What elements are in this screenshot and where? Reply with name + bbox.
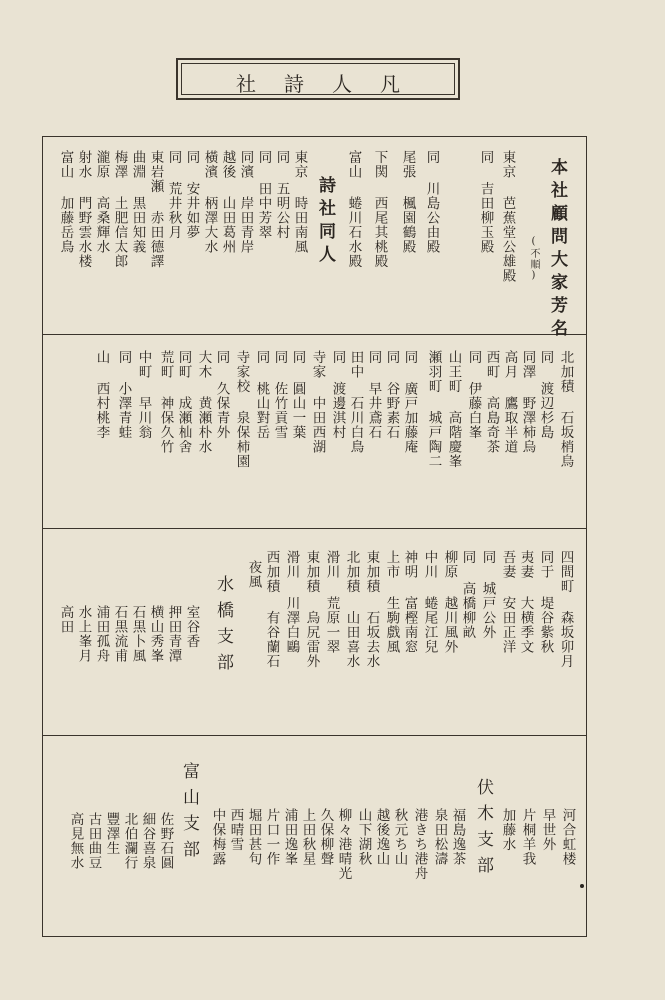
tokyo-entry: 曲淵 黒田知義 [129, 150, 146, 254]
tokyo-entry: 同 田中芳翠 [255, 150, 272, 240]
group3-entry: 中川 蜷尾江兒 [421, 550, 438, 654]
separator-rule [42, 334, 587, 335]
mizuhashi-entry: 押田青潭 [165, 605, 182, 663]
group2-entry: 高月 鷹取半道 [501, 350, 518, 454]
group3-entry: 滑川 荒原一翠 [323, 550, 340, 654]
bullet-dot [580, 884, 584, 888]
group2-entry: 同町 成瀬杣舍 [175, 350, 192, 454]
tokyo-entry: 富山 加藤岳鳥 [57, 150, 74, 254]
fushiki-list-entry: 浦田逸峯 [281, 808, 298, 866]
toyama-entry: 古田曲豆 [85, 812, 102, 870]
tokyo-entry: 越後 山田葛州 [219, 150, 236, 254]
mizuhashi-entry: 横山秀峯 [147, 605, 164, 663]
group3-entry: 同 城戸公外 [479, 550, 496, 640]
mizuhashi-entry: 石黒流甫 [111, 605, 128, 663]
advisors-note: (不順) [528, 236, 539, 282]
page-title: 凡人詩社 [236, 72, 428, 96]
fushiki-list-entry: 片口一作 [263, 808, 280, 866]
mizuhashi-entry: 室谷香 [183, 605, 200, 649]
tokyo-entry: 同濱 岸田青岸 [237, 150, 254, 254]
group2-entry: 北加積 石坂梢烏 [557, 350, 574, 469]
tokyo-entry: 橫濱 柄澤大水 [201, 150, 218, 254]
fushiki-list-entry: 山下湖秋 [355, 808, 372, 866]
separator-rule [42, 735, 587, 736]
fushiki-list-entry: 泉田松濤 [431, 808, 448, 866]
tokyo-entry: 瀧原 高桑輝水 [93, 150, 110, 254]
group2-entry: 同 早井鳶石 [365, 350, 382, 440]
advisor-entry: 富山 蜷川石水殿 [345, 150, 362, 269]
title-box [176, 58, 460, 100]
group2-entry: 同 桃山對岳 [253, 350, 270, 440]
group2-entry: 大木 黄瀬朴水 [195, 350, 212, 454]
fushiki-entry: 早世外 [539, 808, 556, 852]
mizuhashi-entry: 浦田孤舟 [93, 605, 110, 663]
fushiki-list-entry: 堀田甚句 [245, 808, 262, 866]
tokyo-entry: 同 五明公村 [273, 150, 290, 240]
separator-rule [42, 528, 587, 529]
fushiki-list-entry: 久保柳聲 [317, 808, 334, 866]
tokyo-entry: 東岩瀬 赤田德譯 [147, 150, 164, 269]
group2-entry: 同 伊藤白峯 [465, 350, 482, 440]
mizuhashi-heading: 水橋支部 [213, 575, 233, 679]
group2-entry: 山 西村桃李 [93, 350, 110, 440]
fushiki-entry: 加藤水 [499, 808, 516, 852]
group3-entry: 吾妻 安田正洋 [499, 550, 516, 654]
group2-entry: 荒町 神保久竹 [157, 350, 174, 454]
group2-entry: 中町 早川翁 [135, 350, 152, 440]
group2-entry: 同 小澤青蛙 [115, 350, 132, 440]
group2-entry: 同 渡邊淇村 [329, 350, 346, 440]
toyama-entry: 細谷喜泉 [139, 812, 156, 870]
group2-entry: 同 佐竹貢雪 [271, 350, 288, 440]
group2-entry: 瀬羽町 城戸陶二 [425, 350, 442, 469]
toyama-entry: 北伯瀾行 [121, 812, 138, 870]
group3-entry: 神明 富樫南窓 [401, 550, 418, 654]
group2-entry: 田中 石川白鳥 [347, 350, 364, 454]
group3-entry: 滑川 川澤白鷗 [283, 550, 300, 654]
toyama-heading: 富山支部 [179, 762, 199, 866]
group2-entry: 西町 高島奇茶 [483, 350, 500, 454]
group3-entry: 東加積 烏尻雷外 [303, 550, 320, 669]
mizuhashi-entry: 高田 [57, 605, 74, 634]
fushiki-list-entry: 中保梅露 [209, 808, 226, 866]
group2-entry: 同 谷野素石 [383, 350, 400, 440]
group2-entry: 同 廣戸加藤庵 [401, 350, 418, 454]
fushiki-list-entry: 秋元ち山 [391, 808, 408, 866]
toyama-entry: 高見無水 [67, 812, 84, 870]
group2-entry: 同 圓山一葉 [289, 350, 306, 440]
tokyo-entry: 射水 門野雲水楼 [75, 150, 92, 269]
group3-entry: 上市 生駒戲風 [383, 550, 400, 654]
group2-entry: 同 渡辺杉島 [537, 350, 554, 440]
group3-entry: 四間町 森坂卯月 [557, 550, 574, 669]
tokyo-entry: 東京 時田南風 [291, 150, 308, 254]
fushiki-entry: 片桐羊我 [519, 808, 536, 866]
toyama-entry: 豐澤生 [103, 812, 120, 856]
advisor-entry: 東京 芭蕉堂公雄殿 [499, 150, 516, 283]
group3-entry: 東加積 石坂去水 [363, 550, 380, 669]
fushiki-list-entry: 柳々港晴光 [335, 808, 352, 881]
group3-entry: 同于 堤谷紫秋 [537, 550, 554, 654]
advisor-entry: 同 川島公由殿 [423, 150, 440, 254]
advisor-entry: 同 吉田柳玉殿 [477, 150, 494, 254]
group3-entry: 同 高橋柳畝 [459, 550, 476, 640]
fushiki-list-entry: 越後逸山 [373, 808, 390, 866]
fushiki-entry: 河合虹楼 [559, 808, 576, 866]
toyama-entry: 佐野石圓 [157, 812, 174, 870]
fushiki-list-entry: 福島逸茶 [449, 808, 466, 866]
advisor-entry: 尾張 楓園鶴殿 [399, 150, 416, 254]
fushiki-list-entry: 港きち港舟 [411, 808, 428, 881]
group3-entry: 柳原 越川風外 [441, 550, 458, 654]
group3-entry: 夷妻 大横季文 [517, 550, 534, 654]
mizuhashi-entry: 水上峯月 [75, 605, 92, 663]
group2-entry: 山王町 高階慶峯 [445, 350, 462, 469]
tokyo-entry: 梅澤 土肥信太郎 [111, 150, 128, 269]
group2-entry: 寺家 中田西湖 [309, 350, 326, 454]
advisor-entry: 下関 西尾其桃殿 [371, 150, 388, 269]
group2-entry: 同澤 野澤柿烏 [519, 350, 536, 454]
fushiki-list-entry: 上田秋星 [299, 808, 316, 866]
group3-entry: 夜風 [245, 560, 262, 589]
group3-entry: 北加積 山田喜水 [343, 550, 360, 669]
fushiki-list-entry: 西晴雪 [227, 808, 244, 852]
fushiki-heading: 伏木支部 [473, 778, 493, 882]
tokyo-entry: 同 荒井秋月 [165, 150, 182, 240]
group2-entry: 寺家校 泉保柿園 [233, 350, 250, 469]
group3-entry: 西加積 有谷蘭石 [263, 550, 280, 669]
mizuhashi-entry: 石黒卜風 [129, 605, 146, 663]
group2-entry: 同 久保青外 [213, 350, 230, 440]
tokyo-heading: 詩社同人 [315, 176, 335, 268]
advisors-heading: 本社顧問大家芳名 [547, 158, 567, 342]
tokyo-entry: 同 安井如夢 [183, 150, 200, 240]
